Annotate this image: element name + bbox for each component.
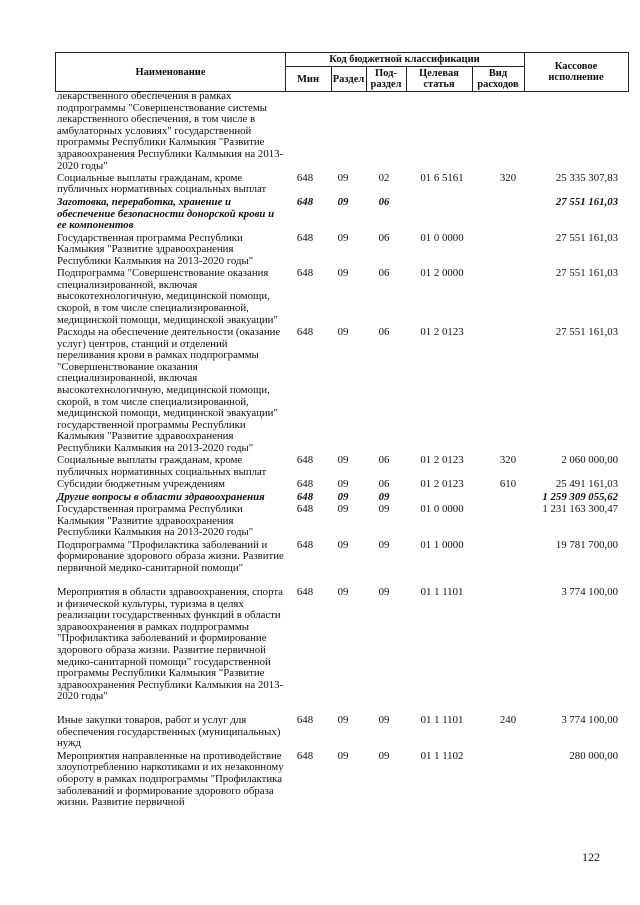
row-razdel: 09 xyxy=(337,231,349,244)
row-razdel: 09 xyxy=(337,503,349,516)
header-name: Наименование xyxy=(135,66,206,78)
row-celevaya: 01 1 1101 xyxy=(420,714,464,727)
header-vid: Вид расходов xyxy=(477,68,519,90)
row-kassovoe: 27 551 161,03 xyxy=(555,195,618,208)
row-podrazdel: 06 xyxy=(378,195,390,208)
row-name: Мероприятия направленные на противодействие злоупотреблению наркотиками и их незаконному обороту в рамках подпрограммы "Профилактика заболеваний и формирование здорового образа жизни. Развитие первичной xyxy=(57,749,284,809)
row-name: Мероприятия в области здравоохранения, спорта и физической культуры, туризма в целях реализации государственных функций в области здравоохранения в рамках подпрограммы "Профилактика заболеваний и формирование здорового образа жизни. Развитие первичной медико-санитарной помощи" государственной программы Республики Калмыкия "Развитие здравоохранения Республики Калмыкия на 2013-2020 годы" xyxy=(57,586,284,703)
row-podrazdel: 06 xyxy=(378,231,390,244)
row-min: 648 xyxy=(296,749,314,762)
row-min: 648 xyxy=(296,195,314,208)
row-name: Подпрограмма "Профилактика заболеваний и формирование здорового образа жизни. Развитие первичной медико-санитарной помощи" xyxy=(57,538,284,575)
row-name: Расходы на обеспечение деятельности (оказание услуг) центров, станций и отделений переливания крови в рамках подпрограммы "Совершенствование оказания специализированной, включая высокотехнологичную, медицинской помощи, скорой, в том числе специализированной, медицинской помощи, медицинской эвакуации" государственной программы Республики Калмыкия "Развитие здравоохранения Республики Калмыкия на 2013-2020 годы" xyxy=(57,326,281,454)
row-name: Социальные выплаты гражданам, кроме публичных нормативных социальных выплат xyxy=(57,454,267,478)
row-celevaya: 01 1 0000 xyxy=(420,538,464,551)
row-vid: 610 xyxy=(499,478,517,491)
row-kassovoe: 2 060 000,00 xyxy=(561,454,618,467)
row-celevaya: 01 0 0000 xyxy=(420,231,464,244)
row-kassovoe: 19 781 700,00 xyxy=(555,538,618,551)
row-podrazdel: 09 xyxy=(378,538,390,551)
row-name: Государственная программа Республики Калмыкия "Развитие здравоохранения Республики Калмыкия на 2013-2020 годы" xyxy=(57,503,254,539)
header-code-group: Код бюджетной классификации xyxy=(329,54,480,65)
row-name: Подпрограмма "Совершенствование оказания специализированной, включая высокотехнологичную, медицинской помощи, скорой, в том числе специализированной, медицинской помощи, медицинской эвакуации" xyxy=(57,267,278,326)
header-razdel: Раздел xyxy=(332,73,365,85)
row-celevaya: 01 2 0123 xyxy=(420,454,464,467)
row-razdel: 09 xyxy=(337,171,349,184)
row-celevaya: 01 2 0123 xyxy=(420,326,464,338)
row-min: 648 xyxy=(296,586,314,599)
row-podrazdel: 06 xyxy=(378,326,390,338)
row-kassovoe: 3 774 100,00 xyxy=(561,586,618,599)
row-min: 648 xyxy=(296,326,314,338)
header-celevaya: Целевая статья xyxy=(419,68,459,90)
row-podrazdel: 06 xyxy=(378,478,390,491)
row-min: 648 xyxy=(296,490,314,503)
row-celevaya: 01 0 0000 xyxy=(420,503,464,516)
row-razdel: 09 xyxy=(337,714,349,727)
row-min: 648 xyxy=(296,478,314,491)
row-podrazdel: 06 xyxy=(378,267,390,280)
row-name: лекарственного обеспечения в рамках подпрограммы "Совершенствование системы лекарственного обеспечения, в том числе в амбулаторных условиях" государственной программы Республики Калмыкия "Развитие здравоохранения Республики Калмыкия на 2013-2020 годы" xyxy=(57,90,284,172)
row-podrazdel: 09 xyxy=(378,714,390,727)
row-celevaya: 01 2 0000 xyxy=(420,267,464,280)
row-podrazdel: 06 xyxy=(378,454,390,467)
row-min: 648 xyxy=(296,538,314,551)
row-celevaya: 01 6 5161 xyxy=(420,171,464,184)
row-min: 648 xyxy=(296,503,314,516)
table-header xyxy=(55,52,629,92)
row-kassovoe: 27 551 161,03 xyxy=(555,267,618,280)
header-min: Мин xyxy=(296,73,319,85)
row-min: 648 xyxy=(296,714,314,727)
row-kassovoe: 27 551 161,03 xyxy=(555,231,618,244)
row-razdel: 09 xyxy=(337,538,349,551)
row-kassovoe: 3 774 100,00 xyxy=(561,714,618,727)
row-razdel: 09 xyxy=(337,749,349,762)
row-podrazdel: 09 xyxy=(378,490,390,503)
row-podrazdel: 09 xyxy=(378,749,390,762)
row-podrazdel: 02 xyxy=(378,171,390,184)
row-name: Социальные выплаты гражданам, кроме публичных нормативных социальных выплат xyxy=(57,171,267,196)
row-kassovoe: 25 335 307,83 xyxy=(555,171,618,184)
row-kassovoe: 27 551 161,03 xyxy=(555,326,618,338)
row-name: Государственная программа Республики Калмыкия "Развитие здравоохранения Республики Калмыкия на 2013-2020 годы" xyxy=(57,231,254,267)
row-name: Заготовка, переработка, хранение и обеспечение безопасности донорской крови и ее компонентов xyxy=(57,195,275,232)
row-razdel: 09 xyxy=(337,478,349,491)
header-podrazdel: Под- раздел xyxy=(370,68,402,90)
row-vid: 320 xyxy=(499,171,517,184)
header-kassovoe: Кассовое исполнение xyxy=(548,61,604,83)
row-podrazdel: 09 xyxy=(378,503,390,516)
row-min: 648 xyxy=(296,231,314,244)
row-name: Иные закупки товаров, работ и услуг для обеспечения государственных (муниципальных) нужд xyxy=(57,714,281,750)
page-number: 122 xyxy=(582,850,600,864)
row-razdel: 09 xyxy=(337,195,349,208)
row-min: 648 xyxy=(296,171,314,184)
row-kassovoe: 280 000,00 xyxy=(569,749,618,762)
row-razdel: 09 xyxy=(337,490,349,503)
row-vid: 240 xyxy=(499,714,517,727)
row-podrazdel: 09 xyxy=(378,586,390,599)
row-razdel: 09 xyxy=(337,326,349,338)
row-vid: 320 xyxy=(499,454,517,467)
row-name: Субсидии бюджетным учреждениям xyxy=(57,478,226,491)
row-razdel: 09 xyxy=(337,454,349,467)
row-celevaya: 01 2 0123 xyxy=(420,478,464,491)
row-kassovoe: 1 259 309 055,62 xyxy=(542,490,618,503)
row-razdel: 09 xyxy=(337,267,349,280)
row-name: Другие вопросы в области здравоохранения xyxy=(57,490,265,503)
row-kassovoe: 25 491 161,03 xyxy=(555,478,618,491)
row-celevaya: 01 1 1101 xyxy=(420,586,464,599)
row-celevaya: 01 1 1102 xyxy=(420,749,464,762)
row-min: 648 xyxy=(296,454,314,467)
row-razdel: 09 xyxy=(337,586,349,599)
row-kassovoe: 1 231 163 300,47 xyxy=(542,503,618,516)
row-min: 648 xyxy=(296,267,314,280)
